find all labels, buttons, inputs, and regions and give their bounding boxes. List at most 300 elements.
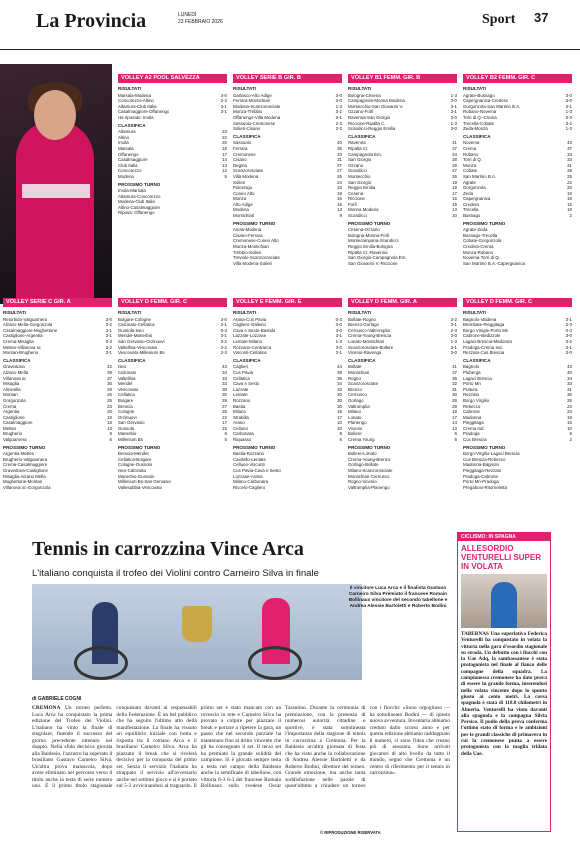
team-name: Novema [463, 140, 480, 146]
match-teams: Bagnolo-Vaidena [463, 316, 497, 322]
team-points: 34 [567, 375, 572, 381]
match-score: 3-2 [450, 316, 457, 322]
standings-row [118, 437, 227, 443]
team-name: Scanzorosciate [233, 168, 264, 174]
next-match: Trebbio-Solieri [233, 249, 262, 255]
next-round-label: PROSSIMO TURNO [118, 181, 161, 187]
team-points: 19 [452, 179, 457, 185]
match-teams: Bolgare-Cologne [118, 316, 151, 322]
match-teams: Valtellina-Vescovato [118, 344, 158, 350]
next-match: Reggio Emilia-Bologna [348, 244, 393, 250]
next-match: Cologne-Gussola [118, 462, 152, 468]
panel-volley-b2-girone-c [463, 74, 572, 288]
results-label: RISULTATI [233, 86, 256, 91]
match-score: 2-3 [335, 126, 342, 132]
team-name: Lonato [348, 414, 362, 420]
match-teams: Bologna-Cesena [348, 92, 381, 98]
team-points: 19 [567, 414, 572, 420]
standings-row [463, 437, 572, 443]
next-match: San Giovanni V.-Riccione [348, 260, 398, 266]
panel-volley-d-girone-a [348, 298, 457, 512]
match-teams: Casalmaggiore-Mughettone [3, 327, 58, 333]
match-teams: Casalmaggiore-Offanengo [118, 109, 170, 115]
result-row [463, 350, 572, 356]
team-name: Zeda [463, 190, 474, 196]
team-name: Bastia [233, 403, 246, 409]
match-score: 0-3 [565, 327, 572, 333]
match-teams: Visconti-Cellatica [233, 350, 267, 356]
team-points: 26 [107, 392, 112, 398]
team-name: Villa Modena [233, 173, 259, 179]
team-points: 37 [567, 145, 572, 151]
match-teams: Vescovato-Millenium Bs [118, 350, 165, 356]
team-name: Casalmaggiore [118, 157, 148, 163]
match-teams: Solieri-Cisano [233, 126, 261, 132]
match-teams: Lentate-Milano [233, 338, 263, 344]
team-points: 39 [107, 369, 112, 375]
match-teams: Concorezzo-Altino [118, 98, 154, 104]
team-name: Club Italia [118, 162, 138, 168]
match-score: 2-3 [450, 327, 457, 333]
team-name: Lagaci Brescia [463, 375, 492, 381]
team-points: 31 [452, 386, 457, 392]
match-teams: Cernusco-Valtromplia [348, 327, 390, 333]
team-name: Montan [3, 392, 18, 398]
standings-label: CLASSIFICA [348, 133, 376, 139]
article-dateline: CREMONA [32, 705, 61, 711]
team-points: 33 [567, 151, 572, 157]
team-points: 5 [224, 437, 227, 443]
article-headline: Tennis in carrozzina Vince Arca [32, 538, 304, 560]
match-teams: Vicenio-Ravenga [348, 350, 382, 356]
next-match: Gorlago-Bollate [348, 462, 379, 468]
match-score: 1-3 [450, 120, 457, 126]
standings-label: CLASSIFICA [463, 357, 491, 363]
team-name: Manerbio [118, 431, 137, 437]
team-name: Vescovato [118, 386, 139, 392]
standings-row [233, 437, 342, 443]
match-teams: Torri di Q.-Crema [463, 114, 497, 120]
team-points: 30 [337, 397, 342, 403]
match-teams: San Gervasio-Orzinuovi [118, 338, 165, 344]
team-points: 17 [337, 414, 342, 420]
masthead [0, 0, 580, 50]
team-points: 30 [337, 392, 342, 398]
team-name: Gorgonzola [3, 397, 26, 403]
match-teams: Cava e Sesto-Bastida [233, 327, 276, 333]
match-score: 3-0 [565, 92, 572, 98]
issue-day: LUNEDÌ [178, 12, 197, 18]
team-name: Montichiari [233, 213, 255, 219]
next-match: Vallesabbia-Vescovato [118, 484, 163, 490]
match-score: 3-1 [565, 103, 572, 109]
team-name: Bagnolo [463, 364, 480, 370]
match-score: 3-0 [105, 316, 112, 322]
photo-caption: Il vincitore Luca Arca e il finalista Gustavo Carneiro Silva Premiato il francese Romain Bollinaux vincitore del secondo tabellone e Andrea Alessie Bartoletti e Roberto Bodini [348, 586, 448, 609]
match-score: 3-1 [220, 103, 227, 109]
team-points: 18 [107, 420, 112, 426]
page-number: 37 [534, 10, 549, 25]
next-match: Altamura-Concorezzo [118, 193, 161, 199]
sidebar-body [458, 628, 550, 828]
trophy-icon [182, 606, 212, 642]
team-points: 5 [454, 437, 457, 443]
team-points: 22 [222, 414, 227, 420]
team-points: 25 [222, 409, 227, 415]
next-match: Mughettone-Montan [3, 479, 43, 485]
team-name: Cellatica [118, 392, 135, 398]
team-points: 10 [452, 213, 457, 219]
team-points: 33 [222, 375, 227, 381]
match-score: 3-0 [450, 114, 457, 120]
team-name: Crema [463, 145, 477, 151]
result-row [118, 115, 227, 121]
match-score: 2-3 [220, 350, 227, 356]
team-points: 37 [452, 145, 457, 151]
next-match: Iseo-Calcinato [118, 468, 147, 474]
team-points: 20 [567, 185, 572, 191]
next-match: Crema-Casalmaggiore [3, 462, 48, 468]
team-points: 28 [452, 157, 457, 163]
team-name: Caglieri [233, 364, 248, 370]
team-points: 30 [337, 403, 342, 409]
team-points: 29 [107, 386, 112, 392]
team-points: 19 [337, 190, 342, 196]
team-name: Crema [3, 403, 17, 409]
next-round-label: PROSSIMO TURNO [463, 220, 506, 226]
match-teams: Gorgonzola-San Martino B.A. [463, 103, 521, 109]
team-name: San Giorgio [348, 179, 372, 185]
team-points: 41 [452, 140, 457, 146]
next-match: Monza-Rubano [463, 249, 494, 255]
team-points: 26 [567, 397, 572, 403]
team-name: Cesena [348, 190, 364, 196]
copyright-notice: © RIPRODUZIONE RISERVATA [320, 830, 381, 835]
next-match: Cus Pavia-Cava e Sesto [233, 468, 281, 474]
team-name: Monna Modena [348, 207, 379, 213]
team-points: 34 [222, 369, 227, 375]
match-score: 2-3 [335, 120, 342, 126]
next-match: Agrate-Zeda [463, 227, 488, 233]
panel-header: VOLLEY B2 FEMM. GIR. C [463, 74, 572, 83]
team-points: 26 [452, 397, 457, 403]
team-points: 27 [222, 403, 227, 409]
match-score: 3-1 [220, 109, 227, 115]
panel-header: VOLLEY A2 POOL SALVEZZA [118, 74, 227, 83]
result-row [233, 350, 342, 356]
team-name: Capergnanica [463, 196, 491, 202]
match-teams: Retorbido-Valguarnera [3, 316, 48, 322]
next-match: Montecampana-Scandicci [348, 238, 399, 244]
match-score: 3-2 [335, 109, 342, 115]
match-teams: Brenzo-Gorlago [348, 322, 379, 328]
panel-volley-d-girone-c2 [463, 298, 572, 512]
team-points: 31 [337, 157, 342, 163]
team-points: 29 [452, 403, 457, 409]
team-points: 23 [567, 409, 572, 415]
player-face [34, 90, 76, 140]
team-name: Castiglione [3, 414, 25, 420]
team-name: Cernusco [348, 392, 367, 398]
team-points: 16 [452, 201, 457, 207]
match-score: 3-0 [565, 98, 572, 104]
team-name: Villanova sc [3, 375, 27, 381]
team-points: 32 [452, 381, 457, 387]
match-score: 3-0 [335, 98, 342, 104]
next-match: Novema-Torri di Q. [463, 255, 500, 261]
match-score: 3-0 [335, 92, 342, 98]
team-name: Cobate [463, 168, 478, 174]
team-points: 27 [337, 168, 342, 174]
team-name: Orzinuovi [118, 414, 137, 420]
section-title: Sport [482, 12, 516, 27]
team-name: Pratura [463, 386, 478, 392]
team-name: Torri di Q. [463, 157, 483, 163]
team-name: Scanzorosciate [348, 381, 379, 387]
team-points: 35 [337, 145, 342, 151]
team-points: 17 [452, 190, 457, 196]
results-label: RISULTATI [463, 310, 486, 315]
team-name: Valtellina [118, 375, 136, 381]
team-name: Rezzato [463, 392, 480, 398]
team-name: Busnago [463, 213, 481, 219]
cyclist-figure [491, 582, 517, 628]
team-name: Montichiari [348, 369, 370, 375]
team-points: 25 [107, 397, 112, 403]
results-label: RISULTATI [118, 310, 141, 315]
next-match: Imola-Marsala [118, 188, 146, 194]
team-name: Borgo Virgilio [463, 397, 490, 403]
team-points: 13 [452, 207, 457, 213]
team-points: 15 [567, 420, 572, 426]
team-points: 13 [222, 162, 227, 168]
match-teams: Altamura-Club Italia [118, 103, 157, 109]
team-points: 16 [337, 196, 342, 202]
match-score: 1-3 [450, 92, 457, 98]
team-points: 33 [567, 381, 572, 387]
next-match: Credera-Crema [463, 244, 494, 250]
team-points: 26 [452, 173, 457, 179]
next-match: Asola-Modena [233, 227, 262, 233]
next-match: Montichiari-Cernusco [348, 473, 390, 479]
match-teams: Zeda-Monza [463, 126, 488, 132]
standings-label: CLASSIFICA [3, 357, 31, 363]
team-points: 37 [452, 369, 457, 375]
next-match: Villanova sc-Gorgonzola [3, 484, 51, 490]
match-teams: Ha riposato: Imola [118, 114, 154, 120]
next-match: Madonna-Bagnolo [463, 462, 499, 468]
team-points: 17 [452, 414, 457, 420]
next-match: Caiolello-Lentate [233, 456, 266, 462]
match-score: 3-1 [565, 344, 572, 350]
match-score: 3-1 [220, 322, 227, 328]
team-points: 9 [109, 431, 112, 437]
match-score: 2-3 [220, 98, 227, 104]
team-name: Polcenigo [233, 185, 253, 191]
next-match: Valtromplia-Planengo [348, 484, 390, 490]
match-teams: Cabrone-Bedizzole [463, 333, 501, 339]
team-name: Trecella [463, 207, 479, 213]
team-name: Vicenio [348, 425, 363, 431]
team-name: Cus Pavia [233, 369, 254, 375]
match-teams: Cagliero-Gallerio [233, 322, 266, 328]
team-name: Ozzano [348, 162, 364, 168]
team-name: Mettex [3, 425, 17, 431]
team-name: Pluberga [463, 369, 481, 375]
team-points: 19 [452, 185, 457, 191]
team-points: 10 [337, 425, 342, 431]
panel-header: VOLLEY D FEMM. GIR. A [348, 298, 457, 307]
sidebar-kicker: CICLISMO: IN SPAGNA [458, 533, 550, 541]
team-points: 9 [569, 431, 572, 437]
next-match: Brescia-Mendel [118, 451, 149, 457]
wheelchair-left [74, 646, 128, 680]
team-name: Ravenna [348, 140, 366, 146]
next-match: Misaglia-Alzano Mella [3, 473, 46, 479]
team-points: 40 [567, 369, 572, 375]
team-points: 33 [222, 381, 227, 387]
team-points: 30 [222, 392, 227, 398]
next-match: San Giorgio-Campagnola Em. [348, 255, 407, 261]
team-name: Scandicci [348, 168, 367, 174]
next-match: Crema-Young-Brenzo [348, 456, 391, 462]
team-name: Forlì [348, 201, 357, 207]
team-name: Milano [233, 409, 246, 415]
match-score: 2-3 [565, 322, 572, 328]
team-points: 13 [337, 207, 342, 213]
article-byline: di GABRIELE COGNI [32, 696, 82, 702]
match-teams: Sassuolo-Cremonese [233, 120, 276, 126]
team-name: Cremonese [233, 151, 256, 157]
team-name: Lazzate [233, 386, 249, 392]
team-name: Riquasso [233, 437, 252, 443]
next-match: Pieggitaga-Rezzato [463, 468, 502, 474]
match-teams: Alzano Mella-Gorgonzola [3, 322, 53, 328]
match-score: 3-1 [105, 333, 112, 339]
team-points: 17 [222, 420, 227, 426]
match-score: 0-3 [105, 338, 112, 344]
match-teams: Crema-Misaglia [3, 338, 34, 344]
match-teams: Campagnola-Monna Modena [348, 98, 405, 104]
match-teams: Scanzorosciate-Bollere [348, 344, 394, 350]
match-score: 1-3 [450, 338, 457, 344]
team-points: 8 [339, 431, 342, 437]
team-name: Lentate [233, 392, 248, 398]
standings-row [463, 213, 572, 219]
match-score: 3-1 [335, 350, 342, 356]
team-points: 14 [222, 157, 227, 163]
panel-header: VOLLEY D FEMM. GIR. C [463, 298, 572, 307]
match-teams: Ozzano-Forlì [348, 109, 374, 115]
team-points: 43 [567, 364, 572, 370]
team-points: 22 [222, 134, 227, 140]
team-points: 15 [567, 207, 572, 213]
article-body [32, 705, 450, 829]
team-name: Reggio Emilia [348, 185, 376, 191]
panel-header: VOLLEY B1 FEMM. GIR. B [348, 74, 457, 83]
team-points: 2 [569, 213, 572, 219]
tennis-award-photo [32, 584, 362, 680]
match-score: 3-2 [105, 322, 112, 328]
team-name: Rozzano [233, 397, 251, 403]
team-name: Rogno [348, 375, 361, 381]
team-name: San Giorgio [348, 157, 372, 163]
team-name: Altino [118, 134, 129, 140]
match-teams: Trecella-Cobate [463, 120, 495, 126]
match-score: 3-0 [220, 316, 227, 322]
team-name: Crema Young [348, 437, 375, 443]
result-row [233, 126, 342, 132]
next-match: Brugherio-Valguarnera [3, 456, 48, 462]
match-teams: Montan-Brugherio [3, 350, 39, 356]
results-grid [0, 52, 580, 518]
team-points: 30 [222, 386, 227, 392]
team-points: 29 [452, 162, 457, 168]
next-round-label: PROSSIMO TURNO [118, 444, 161, 450]
next-match: Cellatica-Bolgare [118, 456, 152, 462]
team-name: Mendel [118, 381, 133, 387]
team-name: Modena [233, 207, 249, 213]
next-round-label: PROSSIMO TURNO [233, 444, 276, 450]
team-name: Offanengo [118, 151, 139, 157]
results-label: RISULTATI [463, 86, 486, 91]
team-name: Alto Adige [233, 201, 253, 207]
match-score: 3-0 [565, 350, 572, 356]
panel-volley-b-girone-b [233, 74, 342, 288]
match-score: 3-0 [450, 333, 457, 339]
sidebar-title: ALLESORDIO VENTURELLI SUPER IN VOLATA [461, 544, 542, 571]
match-teams: Lagaci-Brescia-Madonna [463, 338, 512, 344]
team-name: Celluno [233, 425, 248, 431]
match-score: 3-1 [450, 103, 457, 109]
match-teams: Modena-Scanzorosciate [233, 103, 281, 109]
team-name: Millenium Bs [118, 437, 143, 443]
team-points: 31 [567, 386, 572, 392]
team-points: 23 [222, 129, 227, 135]
match-score: 3-1 [220, 333, 227, 339]
match-score: 3-2 [105, 344, 112, 350]
team-points: 15 [567, 201, 572, 207]
team-name: Degina [233, 162, 247, 168]
team-points: 34 [452, 151, 457, 157]
match-teams: Lazzate-Lozzase [233, 333, 267, 339]
team-points: 30 [452, 392, 457, 398]
match-score: 1-3 [335, 103, 342, 109]
standings-label: CLASSIFICA [118, 357, 146, 363]
match-score: 3-0 [565, 333, 572, 339]
match-teams: Ferrara-Montichiari [233, 98, 271, 104]
team-points: 24 [337, 179, 342, 185]
standings-label: CLASSIFICA [463, 133, 491, 139]
team-points: 29 [222, 397, 227, 403]
team-name: Brescia [118, 403, 133, 409]
team-name: Alzano Mella [3, 369, 29, 375]
team-points: 18 [222, 145, 227, 151]
next-round-label: PROSSIMO TURNO [233, 220, 276, 226]
jersey-sponsor-band [22, 184, 90, 198]
match-teams: Mendel-Manerbio [118, 333, 153, 339]
next-match: Riccelo-Cagliero [233, 484, 266, 490]
next-match: San Martino B.A.-Capergnanica [463, 260, 525, 266]
match-teams: Riccione-Ripalta C. [348, 120, 386, 126]
result-row [118, 350, 227, 356]
next-match: Celluno-Visconti [233, 462, 265, 468]
next-match: Argentia-Mettex [3, 451, 34, 457]
next-match: Busnago-Trecella [463, 232, 498, 238]
match-teams: Rezzato-Cus Brescia [463, 350, 505, 356]
team-name: Porto Mn [463, 381, 481, 387]
match-score: 3-1 [105, 350, 112, 356]
